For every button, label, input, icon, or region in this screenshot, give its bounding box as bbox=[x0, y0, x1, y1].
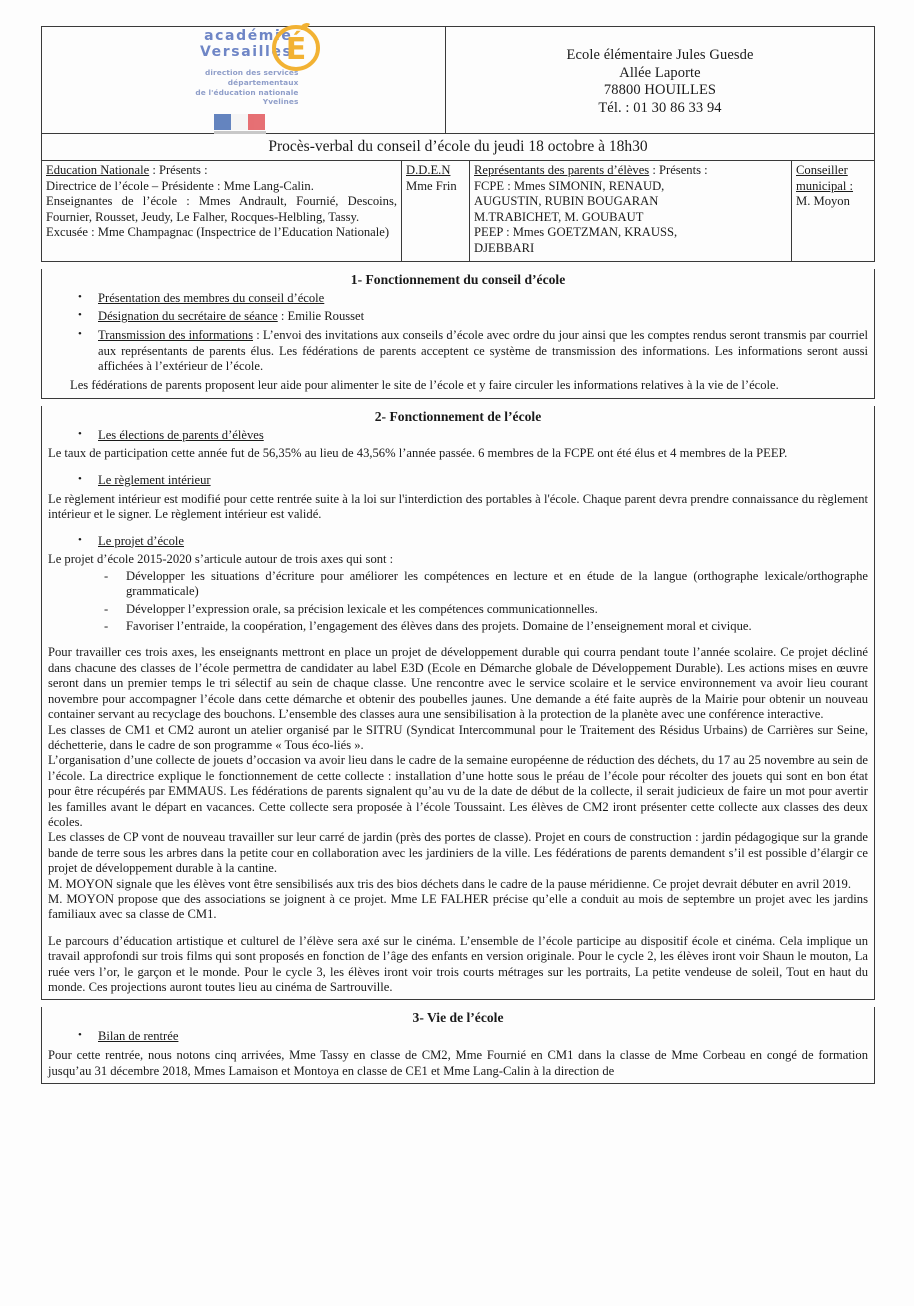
council-header-line-2: municipal : bbox=[796, 178, 854, 193]
logo-subtitle-line-3: Yvelines bbox=[262, 97, 299, 107]
parents-header-row bbox=[474, 163, 787, 179]
section-2-cinema-paragraph: Le parcours d’éducation artistique et culturel de l’élève sera axé sur le cinéma. L’ensemble de l’école participe au dispositif école et cinéma. Cela implique un travail approfondi sur trois films qui sont proposés en fonction de l’âge des enfants en version originale. Pour le cycle 2, les élèves iront voir Shaun le mouton, La ruée vers l’or, le garçon et le monde. Pour le cycle 3, les élèves iront voir trois courts métrages sur les portraits, La petite vendeuse de soleil, Tout en haut du monde. Ces projections auront toutes lieu au cinéma de Sartrouville. bbox=[48, 933, 868, 994]
svg-text:É: É bbox=[285, 32, 306, 68]
parents-line-3: PEEP : Mmes GOETZMAN, KRAUSS, bbox=[474, 225, 678, 240]
council-value: M. Moyon bbox=[796, 194, 850, 209]
list-item bbox=[98, 1029, 868, 1044]
academy-logo-cell bbox=[42, 27, 446, 133]
logo-top bbox=[147, 26, 333, 66]
logo-subtitle-line-2: de l'éducation nationale bbox=[195, 87, 299, 97]
parents-line-0: FCPE : Mmes SIMONIN, RENAUD, bbox=[474, 178, 665, 193]
sub3-label: Le projet d’école bbox=[98, 533, 185, 548]
section-3-body bbox=[42, 1029, 874, 1083]
attendance-table bbox=[41, 161, 875, 262]
parents-line-1: AUGUSTIN, RUBIN BOUGARAN bbox=[474, 194, 659, 209]
list-item: - Développer les situations d’écriture pour améliorer les compétences en lecture et en étude de la langue (orthographe lexicale/orthographe grammaticale) bbox=[126, 569, 868, 600]
document-header bbox=[41, 26, 875, 134]
logo-subtitle-line-1: départementaux bbox=[227, 77, 299, 87]
bullet-1-text: : Emilie Rousset bbox=[277, 309, 365, 324]
bullet-2-text: : L’envoi des invitations aux conseils d’école avec ordre du jour ainsi que les comptes rendus seront transmis par courriel aux représentants de parents élus. Les fédérations de parents acceptent ce système de transmission des informations. Les informations seront aussi affichées à l’extérieur de l’école. bbox=[98, 328, 868, 374]
attendance-cell-council bbox=[792, 161, 874, 261]
logo-subtitle-line-0: direction des services bbox=[204, 68, 299, 78]
logo-versailles-text: Versailles bbox=[200, 44, 293, 61]
school-address-block bbox=[446, 27, 874, 133]
sub3-intro: Le projet d’école 2015-2020 s’articule autour de trois axes qui sont : bbox=[48, 552, 394, 567]
dden-header-label: D.D.E.N bbox=[406, 163, 451, 177]
bullet-2-label: Transmission des informations bbox=[98, 328, 253, 343]
attendance-cell-education bbox=[42, 161, 402, 261]
council-header-line-1: Conseiller bbox=[796, 163, 848, 177]
sub2-label: Le règlement intérieur bbox=[98, 472, 211, 487]
education-line-2: Excusée : Mme Champagnac (Inspectrice de l’Education Nationale) bbox=[46, 225, 390, 240]
section-2 bbox=[41, 406, 875, 1001]
list-item: - Développer l’expression orale, sa précision lexicale et les compétences communicationnelles. bbox=[126, 602, 868, 617]
logo-subtitle bbox=[147, 68, 333, 106]
document-title: Procès-verbal du conseil d’école du jeudi 18 octobre à 18h30 bbox=[41, 134, 875, 161]
list-item bbox=[98, 534, 868, 549]
list-item bbox=[98, 309, 868, 324]
parents-header-suffix: : Présents : bbox=[649, 163, 708, 177]
attendance-cell-dden bbox=[402, 161, 470, 261]
sub1-label: Les élections de parents d’élèves bbox=[98, 427, 264, 442]
section-2-paragraph-5: M. MOYON propose que des associations se joignent à ce projet. Mme LE FALHER précise qu’elle a conduit au mois de septembre un projet avec les jardins familiaux avec sa classe de CM1. bbox=[48, 891, 868, 922]
education-header-label: Education Nationale bbox=[46, 163, 150, 177]
academy-e-icon bbox=[267, 22, 325, 72]
project-axes-list bbox=[48, 569, 868, 635]
section-3 bbox=[41, 1007, 875, 1084]
section-2-paragraph-0: Pour travailler ces trois axes, les enseignants mettront en place un projet de développement durable qui courra pendant toute l’année scolaire. Ce projet décliné dans chacune des classes de l’école permettra de candidater au label E3D (Ecole en Démarche globale de Développement Durable). Les actions mises en œuvre seront dans un premier temps le tri sélectif au sein de chaque classe. Une rencontre avec le service scolaire et le service environnement va avoir lieu courant novembre pour accompagner l’école dans cette démarche et obtenir des poubelles jaunes. Une demande a été faite auprès de la Mairie pour obtenir un nouveau container servant au recyclage des bouchons. L’ensemble des classes aura une sensibilisation à la protection de la planète avec une conférence interactive. bbox=[48, 645, 868, 722]
scanned-document bbox=[41, 26, 875, 1084]
section-2-paragraph-2: L’organisation d’une collecte de jouets d’occasion va avoir lieu dans le cadre de la semaine européenne de réduction des déchets, du 17 au 25 novembre au sein de l’école. La directrice explique le fonctionnement de cette collecte : installation d’une hotte sous le préau de l’école pour récolter des jouets qui sont en bon état pour être récupérés par EMMAUS. Les fédérations de parents signalent qu’au vu de la date de début de la collecte, il serait judicieux de faire un mot pour avertir les familles avant le départ en vacances. Cette collecte sera proposée à l’école Toussaint. Les élèves de CM2 iront présenter cette collecte aux classes des deux écoles. bbox=[48, 753, 868, 829]
parents-line-4: DJEBBARI bbox=[474, 240, 535, 255]
section-3-sub1-text: Pour cette rentrée, nous notons cinq arrivées, Mme Tassy en classe de CM2, Mme Fournié en CM1 dans la classe de Mme Corbeau en congé de formation jusqu’au 31 décembre 2018, Mmes Lamaison et Montoya en classe de CE1 et Mme Lang-Calin à la direction de bbox=[48, 1048, 868, 1078]
list-item: - Favoriser l’entraide, la coopération, l’engagement des élèves dans des projets. Domaine de l’enseignement moral et civique. bbox=[126, 619, 868, 634]
section-1 bbox=[41, 269, 875, 399]
education-header-row bbox=[46, 163, 397, 179]
section-2-sub2-list bbox=[48, 473, 868, 488]
school-name: Ecole élémentaire Jules Guesde bbox=[566, 47, 754, 63]
education-line-1: Enseignantes de l’école : Mmes Andrault, Fournié, Descoins, Fournier, Rousset, Jeudy, Le Falher, Rocques-Helbling, Tassy. bbox=[46, 194, 397, 224]
academie-versailles-logo bbox=[147, 26, 333, 133]
list-item bbox=[98, 473, 868, 488]
section-1-body bbox=[42, 291, 874, 398]
list-item bbox=[98, 328, 868, 374]
sub2-text: Le règlement intérieur est modifié pour cette rentrée suite à la loi sur l'interdiction des portables à l'école. Chaque parent devra prendre connaissance du règlement intérieur et le signer. Le règlement intérieur est validé. bbox=[48, 491, 868, 522]
attendance-cell-parents bbox=[470, 161, 792, 261]
section-2-body bbox=[42, 428, 874, 1000]
logo-academie-text: académie bbox=[204, 28, 293, 45]
section-1-bullet-list bbox=[48, 291, 868, 375]
parents-line-2: M.TRABICHET, M. GOUBAUT bbox=[474, 209, 644, 224]
section-2-sub1-list bbox=[48, 428, 868, 443]
list-item bbox=[98, 291, 868, 306]
section-3-heading: 3- Vie de l’école bbox=[412, 1010, 504, 1026]
section-1-closing: Les fédérations de parents proposent leur aide pour alimenter le site de l’école et y faire circuler les informations relatives à la vie de l’école. bbox=[70, 378, 779, 393]
school-street: Allée Laporte bbox=[619, 64, 701, 81]
school-city: 78800 HOUILLES bbox=[603, 82, 717, 98]
section-3-sub1-list bbox=[48, 1029, 868, 1044]
french-republic-flag-icon bbox=[214, 114, 266, 130]
parents-header-label: Représentants des parents d’élèves bbox=[474, 163, 650, 177]
section-2-paragraph-3: Les classes de CP vont de nouveau travailler sur leur carré de jardin (près des portes de classe). Projet en cours de construction : jardin pédagogique sur la grande bande de terre sous les arbres dans la petite cour en collaboration avec les jardiniers de la ville. Les fédérations de parents demandent s’il est possible d’élargir ce projet de développement durable à la cantine. bbox=[48, 830, 868, 876]
flag-underline bbox=[214, 131, 266, 134]
sub1-text: Le taux de participation cette année fut de 56,35% au lieu de 43,56% l’année passée. 6 membres de la FCPE ont été élus et 4 membres de la PEEP. bbox=[48, 446, 788, 461]
education-line-0: Directrice de l’école – Présidente : Mme Lang-Calin. bbox=[46, 178, 314, 193]
section-1-heading: 1- Fonctionnement du conseil d’école bbox=[350, 271, 566, 287]
school-phone: Tél. : 01 30 86 33 94 bbox=[598, 99, 722, 116]
section-3-sub1-label: Bilan de rentrée bbox=[98, 1029, 179, 1044]
section-2-paragraph-1: Les classes de CM1 et CM2 auront un atelier organisé par le SITRU (Syndicat Intercommunal pour le Traitement des Résidus Urbains) de Carrières sur Seine, déchetterie, dans le cadre de son programme « Tous éco-liés ». bbox=[48, 722, 868, 752]
section-2-paragraph-4: M. MOYON signale que les élèves vont être sensibilisés aux tris des bios déchets dans le cadre de la pause méridienne. Ce projet devrait débuter en avril 2019. bbox=[48, 876, 851, 891]
list-item bbox=[98, 428, 868, 443]
section-2-heading: 2- Fonctionnement de l’école bbox=[374, 408, 542, 424]
bullet-0-label: Présentation des membres du conseil d’école bbox=[98, 290, 325, 305]
education-header-suffix: : Présents : bbox=[149, 163, 208, 177]
section-2-sub3-list bbox=[48, 534, 868, 549]
bullet-1-label: Désignation du secrétaire de séance bbox=[98, 309, 278, 324]
dden-value: Mme Frin bbox=[406, 178, 457, 193]
